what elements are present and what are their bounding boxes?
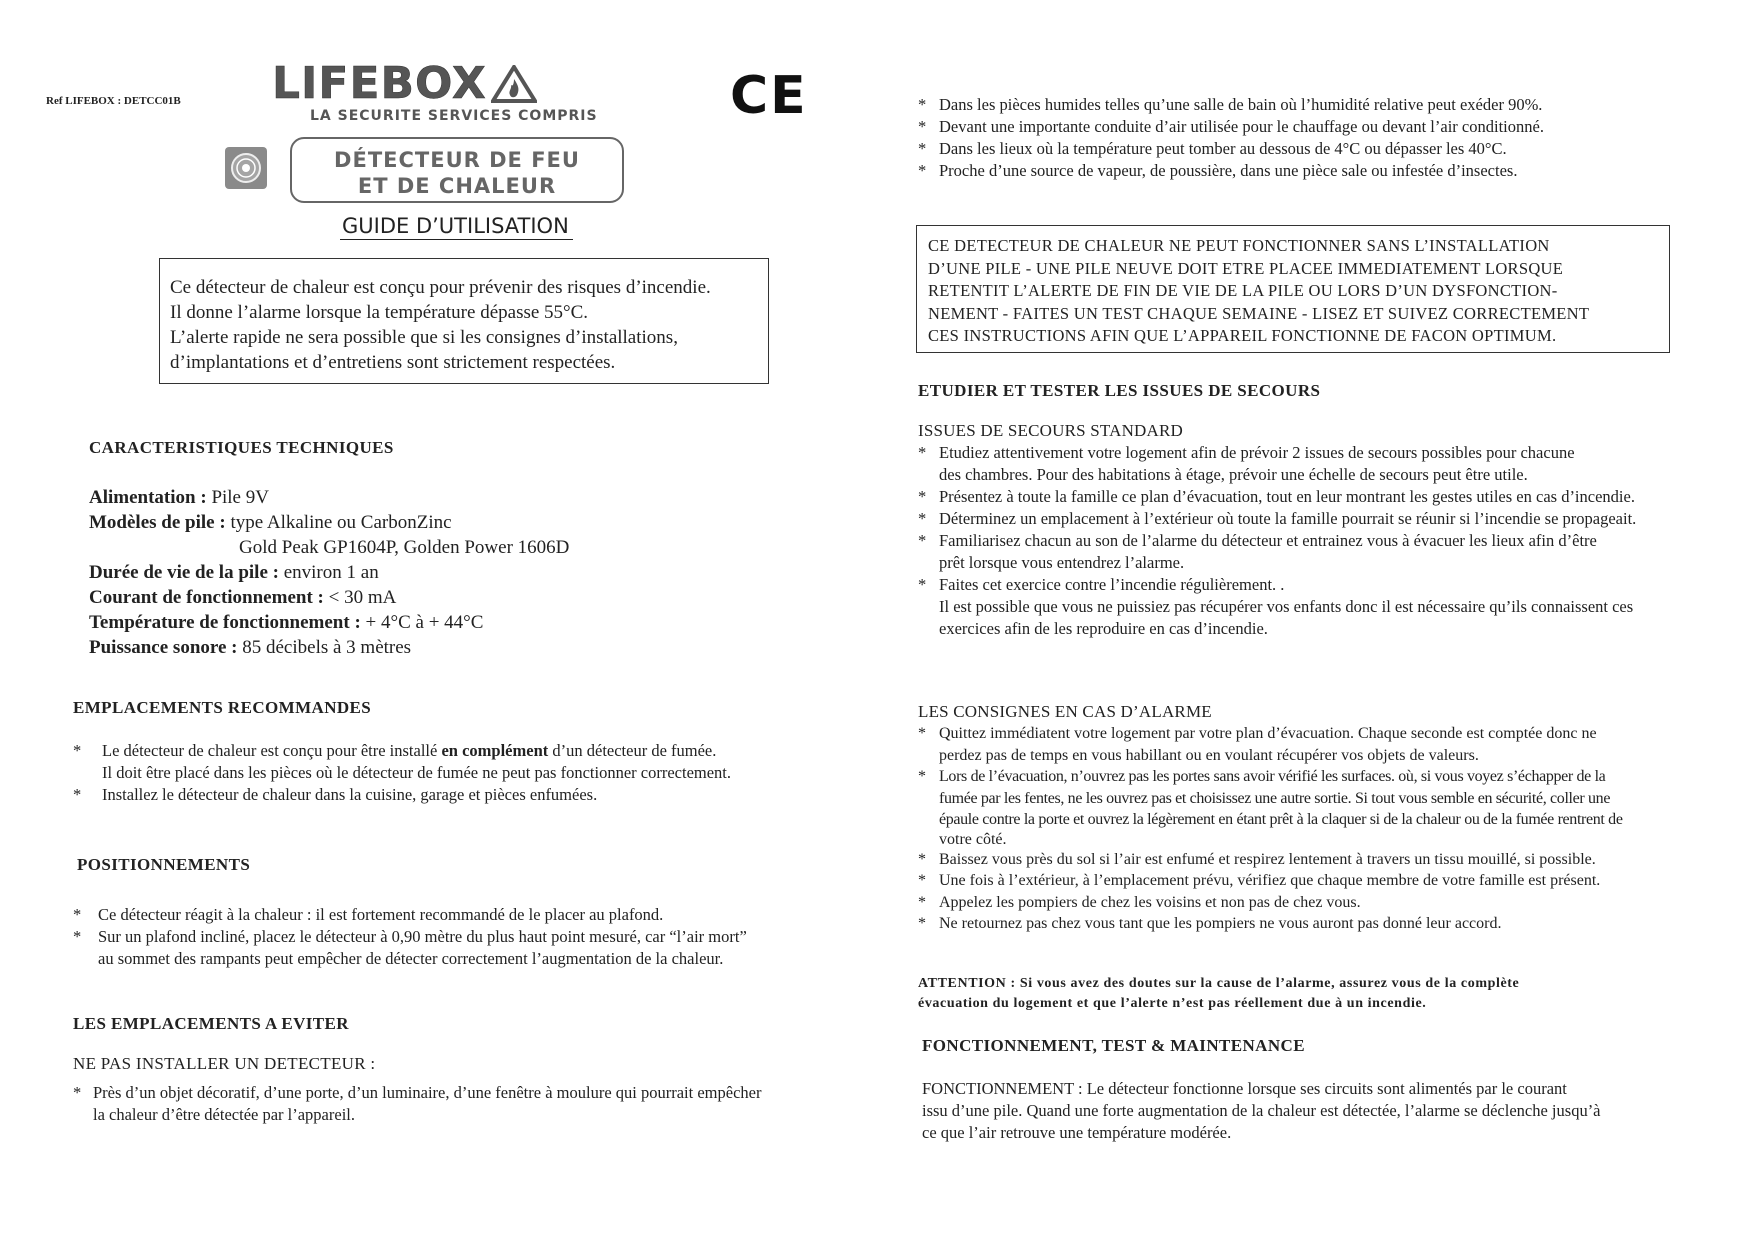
warning-line: RETENTIT L’ALERTE DE FIN DE VIE DE LA PILE OU LORS D’UN DYSFONCTION- bbox=[928, 281, 1558, 300]
list-item-continued: au sommet des rampants peut empêcher de détecter correctement l’augmentation de la chaleur. bbox=[98, 949, 724, 968]
specs-list bbox=[89, 485, 569, 660]
emphasis-text: en complément bbox=[441, 741, 549, 760]
list-item: * Etudiez attentivement votre logement afin de prévoir 2 issues de secours possibles pour chacune bbox=[918, 443, 1575, 462]
recommended-list bbox=[73, 740, 853, 806]
operation-line: issu d’une pile. Quand une forte augmentation de la chaleur est détectée, l’alarme se déclenche jusqu’à bbox=[922, 1101, 1601, 1120]
alarm-instructions-list bbox=[918, 723, 1738, 935]
exits-list bbox=[918, 442, 1738, 640]
intro-line: Il donne l’alarme lorsque la température dépasse 55°C. bbox=[170, 302, 589, 323]
list-item: * Près d’un objet décoratif, d’une porte, d’un luminaire, d’une fenêtre à moulure qui pourrait empêcher bbox=[73, 1083, 762, 1102]
list-item: * Devant une importante conduite d’air utilisée pour le chauffage ou devant l’air conditionné. bbox=[918, 117, 1544, 136]
spec-value: environ 1 an bbox=[283, 562, 379, 583]
spec-value: Pile 9V bbox=[211, 487, 269, 508]
spec-label: Puissance sonore : bbox=[89, 637, 238, 658]
intro-line: Ce détecteur de chaleur est conçu pour prévenir des risques d’incendie. bbox=[170, 277, 711, 298]
exits-heading: ETUDIER ET TESTER LES ISSUES DE SECOURS bbox=[918, 381, 1321, 400]
avoid-heading: LES EMPLACEMENTS A EVITER bbox=[73, 1014, 349, 1033]
list-item: * Déterminez un emplacement à l’extérieur où toute la famille pourrait se réunir si l’incendie se propageait. bbox=[918, 509, 1637, 528]
list-item-continued: la chaleur d’être détectée par l’appareil. bbox=[93, 1105, 355, 1124]
product-title-line2: ET DE CHALEUR bbox=[357, 174, 557, 198]
intro-box bbox=[159, 258, 769, 384]
product-title-box bbox=[290, 137, 624, 203]
warning-line: CES INSTRUCTIONS AFIN QUE L’APPAREIL FONCTIONNE DE FACON OPTIMUM. bbox=[928, 326, 1557, 345]
spec-value: < 30 mA bbox=[328, 587, 397, 608]
spec-value: + 4°C à + 44°C bbox=[365, 612, 484, 633]
recommended-heading: EMPLACEMENTS RECOMMANDES bbox=[73, 698, 372, 717]
guide-title: GUIDE D’UTILISATION bbox=[340, 214, 573, 240]
operation-text bbox=[922, 1078, 1722, 1144]
list-item-continued: Il est possible que vous ne puissiez pas récupérer vos enfants donc il est nécessaire qu’ils connaissent ces bbox=[939, 597, 1634, 616]
intro-line: d’implantations et d’entretiens sont strictement respectées. bbox=[170, 352, 616, 373]
operation-heading: FONCTIONNEMENT, TEST & MAINTENANCE bbox=[922, 1036, 1305, 1055]
logo-tagline: LA SECURITE SERVICES COMPRIS bbox=[310, 108, 598, 124]
specs-heading: CARACTERISTIQUES TECHNIQUES bbox=[89, 438, 394, 457]
avoid-subheading: NE PAS INSTALLER UN DETECTEUR : bbox=[73, 1054, 376, 1073]
intro-line: L’alerte rapide ne sera possible que si les consignes d’installations, bbox=[170, 327, 678, 348]
spec-label: Durée de vie de la pile : bbox=[89, 562, 279, 583]
list-item: * Présentez à toute la famille ce plan d’évacuation, tout en leur montrant les gestes utiles en cas d’incendie. bbox=[918, 487, 1635, 506]
warning-line: D’UNE PILE - UNE PILE NEUVE DOIT ETRE PLACEE IMMEDIATEMENT LORSQUE bbox=[928, 258, 1564, 278]
list-item: * Dans les lieux où la température peut tomber au dessous de 4°C ou dépasser les 40°C. bbox=[918, 139, 1507, 158]
list-item: * Baissez vous près du sol si l’air est enfumé et respirez lentement à travers un tissu mouillé, si possible. bbox=[918, 850, 1596, 868]
attention-note bbox=[918, 974, 1519, 1014]
list-item: * Le détecteur de chaleur est conçu pour être installé en complément d’un détecteur de fumée. bbox=[73, 741, 717, 760]
spec-label: Alimentation : bbox=[89, 487, 207, 508]
list-item-continued: Il doit être placé dans les pièces où le détecteur de fumée ne peut pas fonctionner correctement. bbox=[102, 763, 732, 782]
list-item: * Installez le détecteur de chaleur dans la cuisine, garage et pièces enfumées. bbox=[73, 785, 598, 804]
list-item: * Familiarisez chacun au son de l’alarme du détecteur et entrainez vous à évacuer les lieux afin d’être bbox=[918, 531, 1597, 550]
ce-mark: CE bbox=[730, 66, 808, 126]
positioning-heading: POSITIONNEMENTS bbox=[77, 855, 251, 874]
exits-subheading: ISSUES DE SECOURS STANDARD bbox=[918, 421, 1184, 440]
avoid-list-right bbox=[918, 94, 1718, 182]
list-item: * Quittez immédiatent votre logement par votre plan d’évacuation. Chaque seconde est comptée donc ne bbox=[918, 725, 1597, 742]
spec-value: 85 décibels à 3 mètres bbox=[242, 637, 412, 658]
warning-line: CE DETECTEUR DE CHALEUR NE PEUT FONCTIONNER SANS L’INSTALLATION bbox=[928, 236, 1550, 255]
list-item: * Sur un plafond incliné, placez le détecteur à 0,90 mètre du plus haut point mesuré, car “l’air mort” bbox=[73, 927, 747, 946]
spec-label: Courant de fonctionnement : bbox=[89, 587, 324, 608]
list-item-continued: votre côté. bbox=[939, 830, 1007, 848]
spec-value: type Alkaline ou CarbonZinc bbox=[230, 512, 452, 533]
list-item-continued: des chambres. Pour des habitations à étage, prévoir une échelle de secours peut être utile. bbox=[939, 465, 1528, 484]
list-item-continued: fumée par les fentes, ne les ouvrez pas et choisissez une autre sortie. Si tout vous semble en sécurité, coller une bbox=[939, 789, 1611, 807]
list-item: * Une fois à l’extérieur, à l’emplacement prévu, vérifiez que chaque membre de votre famille est présent. bbox=[918, 872, 1601, 889]
list-item-continued: exercices afin de les reproduire en cas d’incendie. bbox=[939, 619, 1268, 638]
list-item: * Dans les pièces humides telles qu’une salle de bain où l’humidité relative peut exéder 90%. bbox=[918, 95, 1543, 114]
attention-line: ATTENTION : Si vous avez des doutes sur la cause de l’alarme, assurez vous de la complète bbox=[918, 976, 1520, 991]
battery-warning-box bbox=[916, 225, 1670, 353]
list-item: * Ce détecteur réagit à la chaleur : il est fortement recommandé de le placer au plafond. bbox=[73, 905, 664, 924]
product-title-line1: DÉTECTEUR DE FEU bbox=[334, 148, 580, 172]
positioning-list bbox=[73, 904, 853, 970]
detector-icon bbox=[225, 147, 267, 189]
avoid-list-left bbox=[73, 1082, 893, 1126]
operation-line: FONCTIONNEMENT : Le détecteur fonctionne lorsque ses circuits sont alimentés par le courant bbox=[922, 1079, 1567, 1098]
alarm-instructions-heading: LES CONSIGNES EN CAS D’ALARME bbox=[918, 702, 1212, 721]
list-item: * Ne retournez pas chez vous tant que les pompiers ne vous auront pas donné leur accord. bbox=[918, 915, 1502, 932]
lifebox-logo bbox=[272, 58, 644, 124]
spec-label: Température de fonctionnement : bbox=[89, 612, 361, 633]
list-item: * Faites cet exercice contre l’incendie régulièrement. . bbox=[918, 575, 1285, 594]
list-item: * Lors de l’évacuation, n’ouvrez pas les portes sans avoir vérifié les surfaces. où, si vous voyez s’échapper de la bbox=[918, 768, 1606, 785]
warning-line: NEMENT - FAITES UN TEST CHAQUE SEMAINE - LISEZ ET SUIVEZ CORRECTEMENT bbox=[928, 303, 1590, 323]
attention-line: évacuation du logement et que l’alerte n’est pas réellement due à un incendie. bbox=[918, 996, 1427, 1011]
logo-wordmark: LIFEBOX bbox=[272, 58, 487, 109]
spec-value: Gold Peak GP1604P, Golden Power 1606D bbox=[239, 537, 570, 558]
spec-label: Modèles de pile : bbox=[89, 512, 226, 533]
list-item: * Proche d’une source de vapeur, de poussière, dans une pièce sale ou infestée d’insectes. bbox=[918, 161, 1518, 180]
list-item-continued: prêt lorsque vous entendrez l’alarme. bbox=[939, 553, 1185, 572]
operation-line: ce que l’air retrouve une température modérée. bbox=[922, 1123, 1232, 1142]
list-item-continued: perdez pas de temps en vous habillant ou en voulant récupérer vos objets de valeurs. bbox=[939, 746, 1479, 764]
list-item-continued: épaule contre la porte et ouvrez la légèrement en étant prêt à la claquer si de la chaleur ou de la fumée rentrent de bbox=[939, 811, 1623, 828]
reference-label: Ref LIFEBOX : DETCC01B bbox=[46, 95, 181, 107]
list-item: * Appelez les pompiers de chez les voisins et non pas de chez vous. bbox=[918, 893, 1361, 911]
flame-warning-icon bbox=[491, 65, 537, 103]
